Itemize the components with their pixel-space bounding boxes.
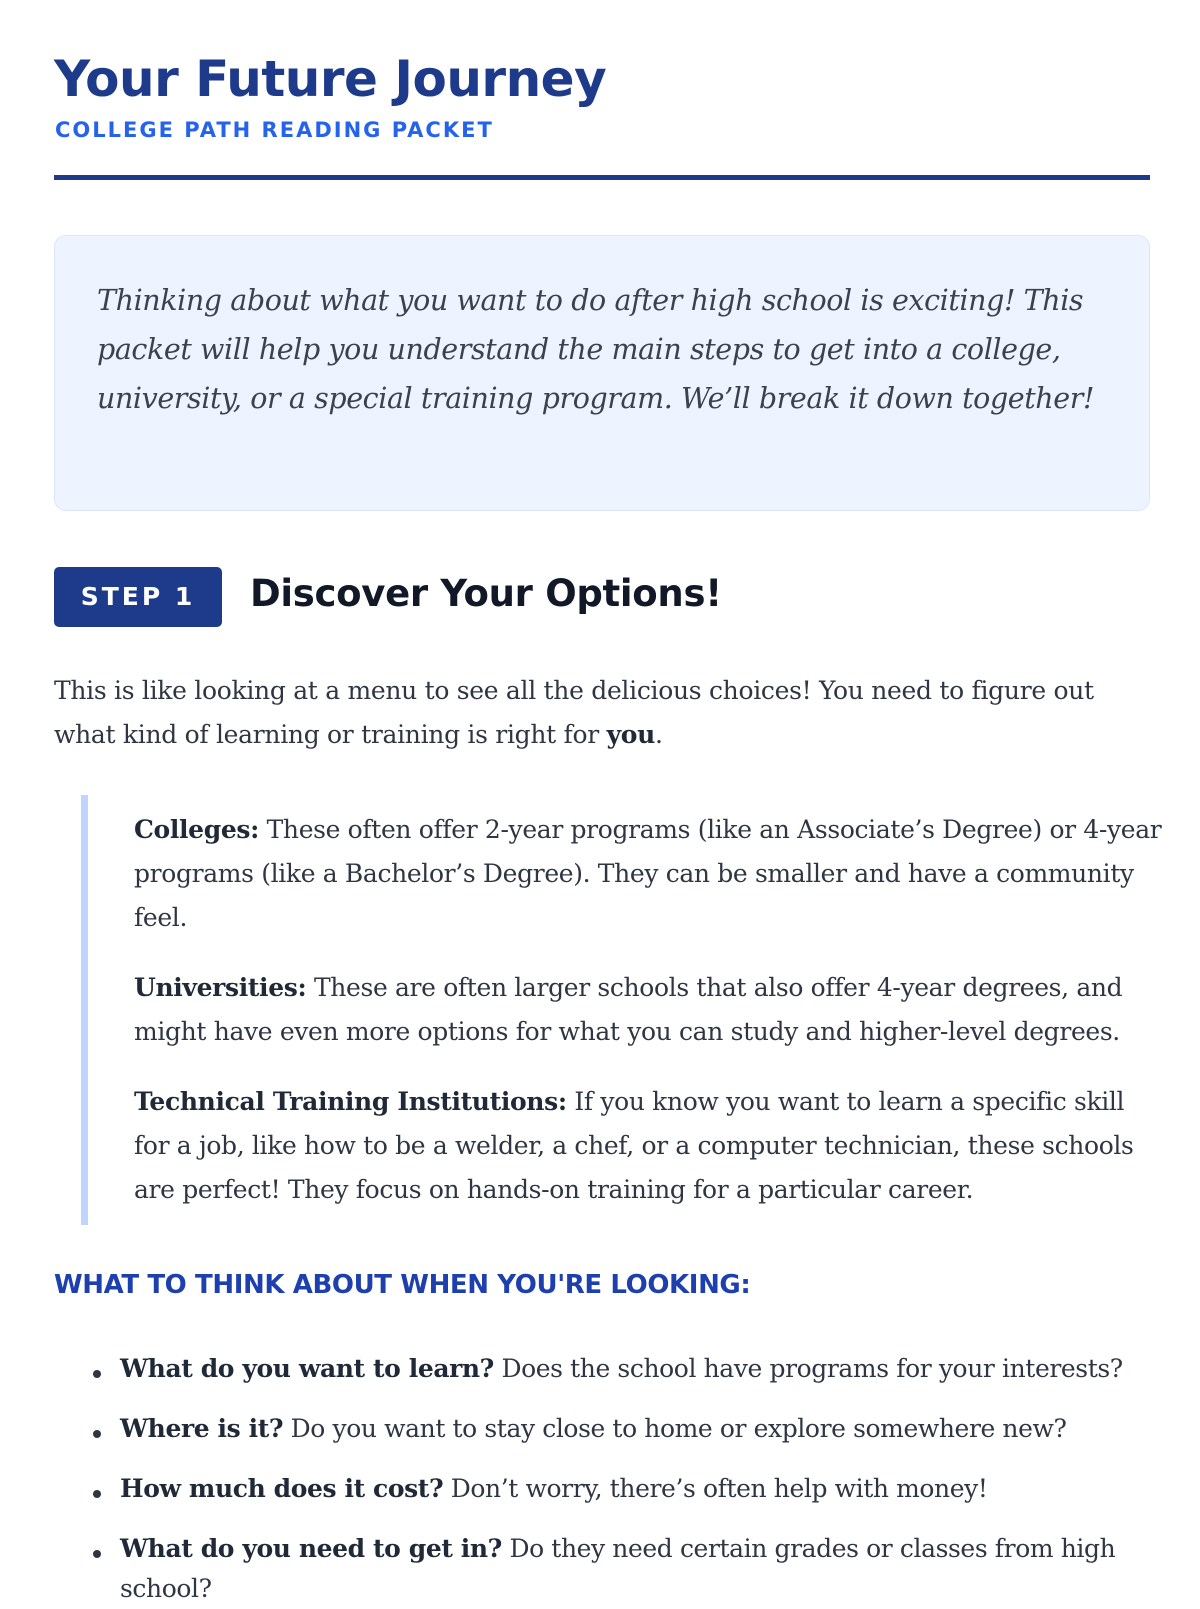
page-subtitle: COLLEGE PATH READING PACKET: [55, 118, 494, 142]
option-colleges: [134, 808, 1164, 940]
option-universities: [134, 966, 1164, 1054]
question-detail: Do they need certain grades or classes from high school?: [120, 1534, 1116, 1603]
question-detail: Don’t worry, there’s often help with money!: [443, 1474, 988, 1503]
options-blockquote: [81, 795, 1162, 1225]
question-label: What do you need to get in?: [120, 1534, 502, 1563]
option-term: Universities:: [134, 973, 307, 1002]
option-description: These often offer 2-year programs (like an Associate’s Degree) or 4-year programs (like a Bachelor’s Degree). They can be smaller and have a community feel.: [134, 815, 1162, 932]
step-badge: STEP 1: [54, 567, 222, 627]
option-term: Technical Training Institutions:: [134, 1087, 567, 1116]
step-title: Discover Your Options!: [250, 572, 722, 615]
intro-text: Thinking about what you want to do after high school is exciting! This packet will help you understand the main steps to get into a college, university, or a special training program. We’ll break it down together!: [97, 284, 1095, 415]
option-description: If you know you want to learn a specific skill for a job, like how to be a welder, a chef, or a computer technician, these schools are perfect! They focus on hands-on training for a particular career.: [134, 1087, 1134, 1204]
bullet-icon: [93, 1370, 101, 1378]
list-item: [120, 1529, 1160, 1609]
bullet-icon: [93, 1550, 101, 1558]
option-technical-training: [134, 1080, 1164, 1212]
page-title: Your Future Journey: [54, 50, 607, 108]
list-item: [120, 1409, 1160, 1449]
step-intro-text: This is like looking at a menu to see all the delicious choices! You need to figure out what kind of learning or training is right for: [54, 676, 1094, 749]
think-about-heading: WHAT TO THINK ABOUT WHEN YOU'RE LOOKING:: [54, 1270, 751, 1300]
question-label: Where is it?: [120, 1414, 284, 1443]
question-label: How much does it cost?: [120, 1474, 444, 1503]
intro-callout: [54, 235, 1150, 511]
question-label: What do you want to learn?: [120, 1354, 494, 1383]
title-divider: [54, 175, 1150, 180]
step-intro-end: .: [655, 720, 663, 749]
option-term: Colleges:: [134, 815, 260, 844]
option-description: These are often larger schools that also offer 4-year degrees, and might have even more options for what you can study and higher-level degrees.: [134, 973, 1123, 1046]
question-detail: Does the school have programs for your interests?: [493, 1354, 1123, 1383]
step-intro-emphasis: you: [606, 720, 656, 749]
list-item: [120, 1469, 1160, 1509]
bullet-icon: [93, 1430, 101, 1438]
step-intro: [54, 669, 1154, 757]
bullet-icon: [93, 1490, 101, 1498]
list-item: [120, 1349, 1160, 1389]
question-detail: Do you want to stay close to home or explore somewhere new?: [283, 1414, 1067, 1443]
